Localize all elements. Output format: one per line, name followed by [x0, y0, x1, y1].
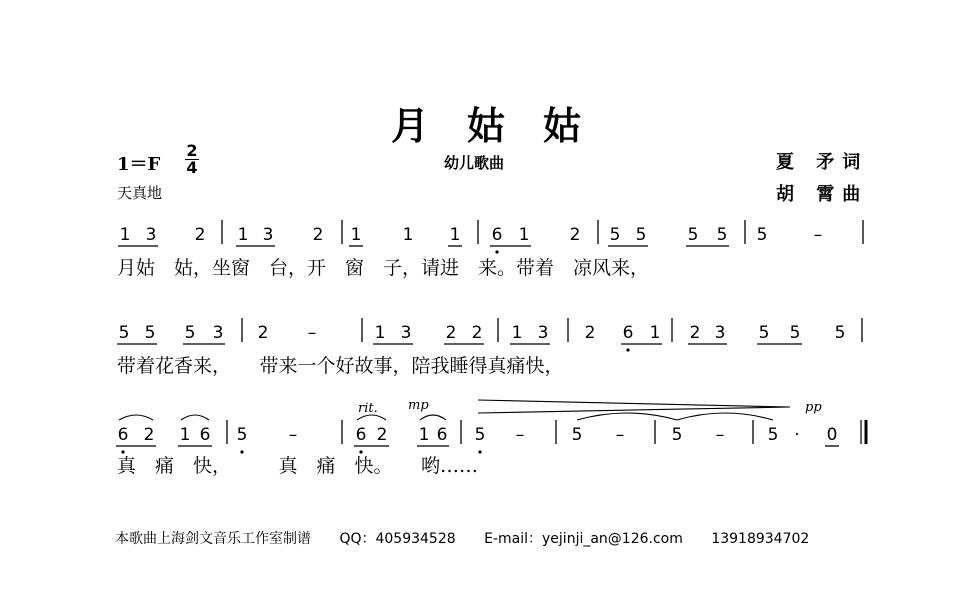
note: 5: [687, 225, 699, 245]
slur: [119, 415, 153, 420]
expression-mark: 天真地: [117, 184, 163, 202]
note: 1: [518, 225, 530, 245]
note-dash: –: [515, 425, 525, 445]
note: 1: [179, 425, 191, 445]
genre-label: 幼儿歌曲: [444, 154, 505, 172]
octave-dot: [240, 450, 243, 453]
tempo-mark-rit: rit.: [358, 401, 378, 416]
note: 3: [537, 323, 549, 343]
lyric-line: 真 痛 快， 真 痛 快。 哟……: [117, 455, 479, 477]
note: 2: [194, 225, 206, 245]
note: 2: [584, 323, 596, 343]
note: 2: [257, 323, 269, 343]
footer-email: E-mail：yejinji_an@126.com: [484, 531, 683, 547]
footer: [115, 528, 833, 548]
note: 2: [312, 225, 324, 245]
note-dash: –: [615, 425, 625, 445]
note: 5: [236, 425, 248, 445]
note: 6: [199, 425, 211, 445]
octave-dot: [359, 450, 362, 453]
note: 5: [571, 425, 583, 445]
note: 1: [119, 225, 131, 245]
dynamic-pp: pp: [805, 400, 822, 415]
note: 3: [262, 225, 274, 245]
note: 5: [635, 225, 647, 245]
note: 3: [714, 323, 726, 343]
note: 2: [471, 323, 483, 343]
note: 2: [143, 425, 155, 445]
note: 1: [350, 225, 362, 245]
note: 2: [569, 225, 581, 245]
note: 5: [767, 425, 779, 445]
note: 5: [789, 323, 801, 343]
note: 5: [756, 225, 768, 245]
lyricist-credit: 夏 矛词: [776, 152, 869, 173]
footer-phone: 13918934702: [711, 531, 810, 547]
dynamic-mp: mp: [408, 398, 429, 413]
note: 5: [716, 225, 728, 245]
note: 1: [649, 323, 661, 343]
note: 2: [689, 323, 701, 343]
note: 5: [184, 323, 196, 343]
note: 5: [609, 225, 621, 245]
octave-dot: [121, 450, 124, 453]
time-signature-bottom: 4: [186, 158, 198, 177]
note: 5: [834, 323, 846, 343]
note: 1: [374, 323, 386, 343]
note: 3: [212, 323, 224, 343]
note: 5: [144, 323, 156, 343]
note: 2: [376, 425, 388, 445]
song-title: 月姑姑: [390, 103, 619, 148]
octave-dot: [626, 348, 629, 351]
note-dash: –: [715, 425, 725, 445]
note: 3: [400, 323, 412, 343]
note: 1: [418, 425, 430, 445]
lyric-line: 月姑 姑，坐窗 台，开 窗 子，请进 来。带着 凉风来，: [117, 257, 650, 279]
slur: [420, 415, 446, 420]
note: 0: [826, 425, 838, 445]
note: 6: [117, 425, 129, 445]
footer-qq: QQ：405934528: [339, 531, 456, 547]
note: 1: [511, 323, 523, 343]
lyric-line: 带着花香来， 带来一个好故事，陪我睡得真痛快，: [117, 355, 564, 377]
note: 1: [449, 225, 461, 245]
note-dot: ·: [794, 425, 800, 445]
note: 6: [622, 323, 634, 343]
note-dash: –: [307, 323, 317, 343]
decrescendo-hairpin: [478, 407, 790, 413]
note: 5: [671, 425, 683, 445]
note: 3: [145, 225, 157, 245]
footer-studio: 本歌曲上海剑文音乐工作室制谱: [115, 531, 311, 547]
note: 6: [436, 425, 448, 445]
tie: [577, 413, 677, 420]
note: 5: [758, 323, 770, 343]
octave-dot: [478, 450, 481, 453]
note: 6: [355, 425, 367, 445]
note-dash: –: [288, 425, 298, 445]
note: 1: [402, 225, 414, 245]
note: 5: [118, 323, 130, 343]
decrescendo-hairpin: [478, 400, 790, 407]
composer-credit: 胡 霄曲: [776, 184, 869, 205]
note: 1: [237, 225, 249, 245]
tie: [677, 413, 773, 420]
note: 2: [445, 323, 457, 343]
time-signature-top: 2: [186, 141, 198, 160]
note-dash: –: [813, 225, 823, 245]
key-signature: 1＝F: [117, 154, 161, 175]
note: 6: [491, 225, 503, 245]
slur: [181, 415, 209, 420]
octave-dot: [495, 250, 498, 253]
note: 5: [474, 425, 486, 445]
